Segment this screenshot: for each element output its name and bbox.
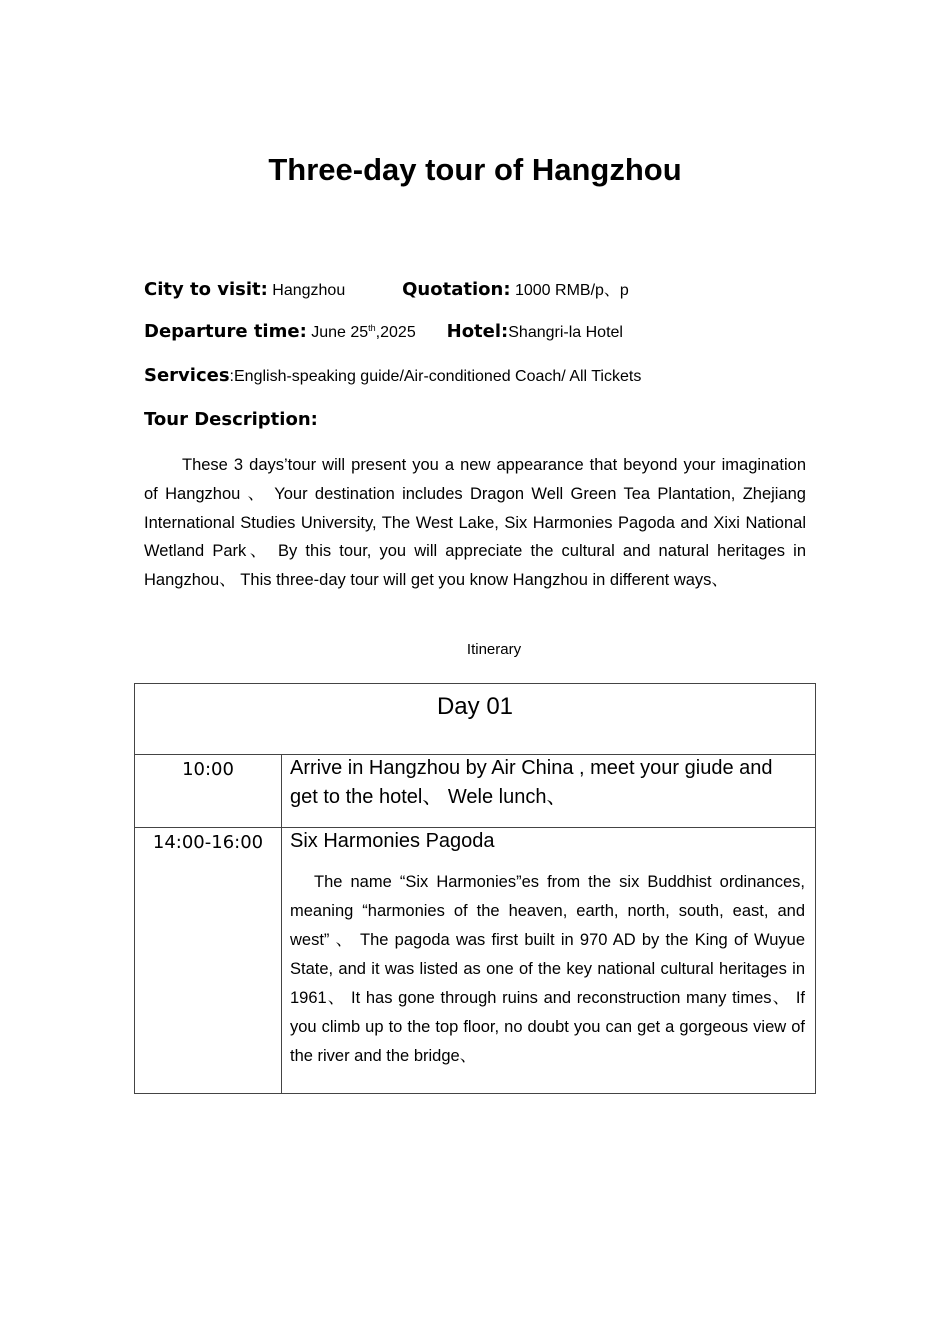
time-value: 10:00	[182, 759, 234, 780]
city-value: Hangzhou	[272, 282, 346, 299]
departure-label: Departure time:	[144, 321, 307, 342]
quotation-label: Quotation:	[402, 279, 511, 300]
city-label: City to visit:	[144, 279, 268, 300]
table-row	[135, 755, 816, 828]
tour-description-heading	[144, 409, 318, 430]
info-line-services	[144, 365, 641, 386]
day-header-cell	[135, 684, 816, 755]
activity-cell	[282, 828, 816, 1094]
day-header-row	[135, 684, 816, 755]
time-cell	[135, 755, 282, 828]
itinerary-table	[134, 683, 816, 1094]
services-value: :English-speaking guide/Air-conditioned Coach/ All Tickets	[229, 368, 642, 385]
departure-date: June 25	[311, 324, 369, 341]
activity-cell	[282, 755, 816, 828]
departure-year: ,2025	[375, 324, 416, 341]
document-title: Three-day tour of Hangzhou	[268, 152, 682, 187]
activity-title: Six Harmonies Pagoda	[290, 830, 495, 852]
day-label: Day 01	[436, 693, 514, 720]
info-line-city-quotation	[144, 277, 629, 300]
hotel-label: Hotel:	[446, 321, 509, 342]
time-cell	[135, 828, 282, 1094]
services-label: Services	[144, 365, 230, 386]
tour-description-paragraph: These 3 days’tour will present you a new appearance that beyond your imagination of Hangzhou 、 Your destination includes Dragon Well Green Tea Plantation, Zhejiang International Studies University, The West Lake, Six Harmonies Pagoda and Xixi National Wetland Park、 By this tour, you will appreciate the cultural and natural heritages in Hangzhou、 This three-day tour will get you know Hangzhou in different ways、	[144, 456, 806, 590]
departure-date-suffix: th	[368, 323, 376, 333]
activity-text: Arrive in Hangzhou by Air China , meet your giude and get to the hotel、 Wele lunch、	[290, 757, 773, 808]
itinerary-caption: Itinerary	[466, 641, 522, 658]
table-row	[135, 828, 816, 1094]
time-value: 14:00-16:00	[152, 832, 264, 853]
hotel-value: Shangri-la Hotel	[508, 324, 623, 341]
quotation-value: 1000 RMB/p、p	[514, 282, 629, 299]
departure-value	[311, 324, 416, 341]
description-label: Tour Description:	[144, 409, 318, 430]
info-line-departure-hotel	[144, 321, 623, 342]
activity-detail: The name “Six Harmonies”es from the six Buddhist ordinances, meaning “harmonies of the heaven, earth, north, south, east, and west” 、 The pagoda was first built in 970 AD by the King of Wuyue State, and it was listed as one of the key national cultural heritages in 1961、 It has gone through ruins and reconstruction many times、 If you climb up to the top floor, no doubt you can get a gorgeous view of the river and the bridge、	[290, 873, 805, 1065]
